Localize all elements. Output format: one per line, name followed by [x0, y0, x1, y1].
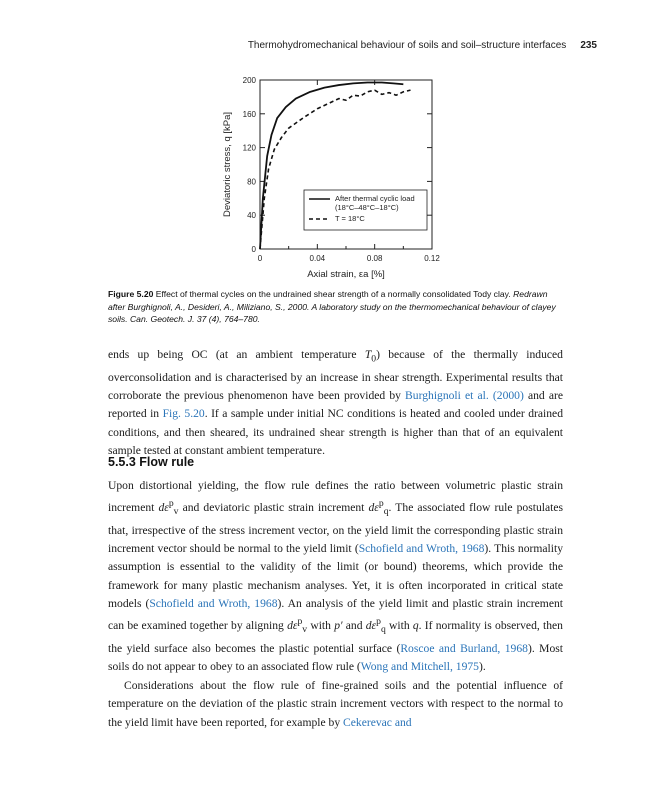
math-symbol: q	[412, 619, 419, 633]
math-symbol: T	[364, 348, 372, 361]
x-tick-label: 0	[257, 254, 263, 263]
text-run: . The associated flow rule postulates that, irrespective of the stress increment vector, on the yield limit the corresponding plastic strain increment vector should be normal to the yield limit (	[108, 501, 563, 556]
paragraph-1	[108, 346, 563, 460]
math-symbol: dε	[365, 619, 377, 633]
math-symbol: dε	[158, 501, 169, 515]
y-tick-label: 0	[251, 245, 256, 254]
text-run: and deviatoric plastic strain increment	[178, 501, 369, 515]
math-superscript: p	[378, 498, 384, 510]
text-run: . If a sample under initial NC conditions is heated and cooled under drained conditions, and then sheared, its undrained shear strength is higher than that of an equivalent sample tested at constant ambient temperature.	[108, 407, 563, 457]
caption-label: Figure 5.20	[108, 289, 154, 299]
citation-link[interactable]: Schofield and Wroth, 1968	[358, 542, 485, 556]
citation-link[interactable]: Burghignoli et al. (2000)	[405, 388, 524, 402]
math-symbol: p′	[334, 619, 343, 633]
citation-link[interactable]: Schofield and Wroth, 1968	[149, 596, 278, 610]
x-tick-label: 0.12	[424, 254, 440, 263]
paragraph-2	[108, 477, 563, 676]
legend-label: T = 18°C	[335, 214, 365, 223]
text-run: ). An analysis of the yield limit and plastic strain increment can be examined together by aligning	[108, 596, 563, 633]
legend-label: (18°C–48°C–18°C)	[335, 203, 399, 212]
y-tick-label: 80	[247, 177, 256, 187]
math-superscript: p	[297, 616, 303, 628]
text-run: . If normality is observed, then the yield surface also becomes the plastic potential surface (	[108, 619, 563, 655]
math-subscript: v	[173, 506, 179, 518]
text-run: and are reported in	[108, 388, 563, 421]
page-number: 235	[580, 40, 597, 51]
citation-link[interactable]: Roscoe and Burland, 1968	[400, 641, 528, 655]
x-tick-label: 0.04	[309, 254, 326, 263]
text-run: Upon distortional yielding, the flow rule defines the ratio between volumetric plastic strain increment	[108, 479, 563, 515]
caption-source: Redrawn after Burghignoli, A., Desideri, A., Miliziano, S., 2000. A laboratory study on the thermomechanical behaviour of clayey soils. Can. Geotech. J. 37 (4), 764–780.	[108, 289, 556, 324]
text-run: ) because of the thermally induced overconsolidation and is characterised by an increase in shear strength. Experimental results that corroborate the previous phenomenon have been provided by	[108, 348, 563, 402]
legend-label: After thermal cyclic load	[335, 194, 415, 203]
citation-link[interactable]: Cekerevac and	[343, 715, 412, 729]
running-title: Thermohydromechanical behaviour of soils and soil–structure interfaces	[247, 40, 567, 51]
math-symbol: dε	[368, 501, 379, 515]
math-subscript: q	[383, 506, 389, 518]
y-axis-title: Deviatoric stress, q [kPa]	[222, 111, 233, 218]
text-run: and	[342, 619, 366, 633]
y-tick-label: 40	[247, 211, 256, 221]
running-head	[0, 40, 597, 51]
figure-chart	[200, 66, 450, 286]
text-run: ). This normality assumption is essential to the validity of the limit (or bound) theorems, which provide the framework for many plastic mechanism analyses. Yet, it is often incorporated in critical state models (	[108, 542, 563, 610]
math-superscript: p	[168, 498, 174, 510]
math-subscript: v	[302, 624, 308, 636]
section-heading: 5.5.3 Flow rule	[108, 455, 195, 469]
caption-text: Effect of thermal cycles on the undrained shear strength of a normally consolidated Tody clay.	[155, 289, 511, 299]
figure-caption	[108, 288, 560, 326]
legend	[304, 190, 427, 230]
y-tick-label: 120	[242, 143, 256, 153]
text-run: ). Most soils do not appear to obey to an associated flow rule (	[108, 641, 563, 674]
y-tick-label: 200	[242, 76, 256, 85]
paragraph-3	[108, 677, 563, 732]
x-tick-label: 0.08	[366, 254, 383, 263]
math-subscript: 0	[371, 353, 377, 365]
text-run: ).	[478, 660, 486, 674]
y-tick-label: 160	[242, 109, 256, 119]
text-run: with	[385, 619, 413, 633]
math-subscript: q	[380, 624, 386, 636]
text-run: ends up being OC (at an ambient temperature	[108, 348, 365, 361]
text-run: Considerations about the flow rule of fine-grained soils and the potential influence of temperature on the deviation of the plastic strain increment vectors with respect to the normal to the yield limit have been reported, for example by	[108, 679, 563, 729]
figure-link[interactable]: Fig. 5.20	[162, 407, 205, 421]
citation-link[interactable]: Wong and Mitchell, 1975	[360, 660, 479, 674]
text-run: with	[307, 619, 335, 633]
x-axis-title: Axial strain, εa [%]	[307, 269, 385, 280]
math-superscript: p	[376, 616, 381, 628]
math-symbol: dε	[287, 619, 298, 633]
